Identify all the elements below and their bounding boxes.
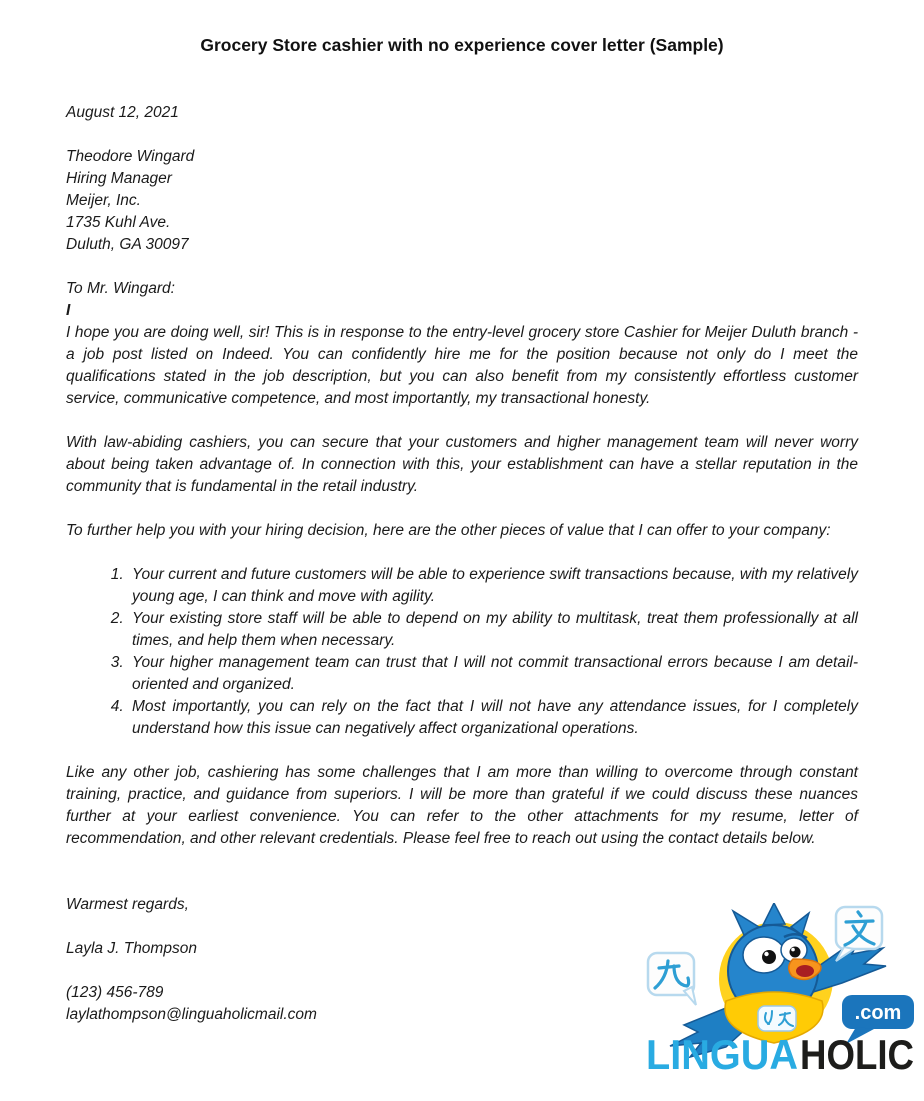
owl-pupil — [790, 947, 801, 958]
recipient-street: 1735 Kuhl Ave. — [66, 214, 171, 231]
email-address: laylathompson@linguaholicmail.com — [66, 1006, 317, 1023]
paragraph-closing: Like any other job, cashiering has some challenges that I am more than willing to overcome through constant training, practice, and guidance from superiors. I will be more than grateful if we could discuss these nuances further at your earliest convenience. You can refer to the other attachments for my resume, letter of recommendation, and other relevant credentials. Please feel free to reach out using the contact details below. — [66, 764, 858, 847]
recipient-address — [66, 146, 858, 256]
paragraph-intro: I hope you are doing well, sir! This is in response to the entry-level grocery store Cashier for Meijer Duluth branch - a job post listed on Indeed. You can confidently hire me for the position because not only do I meet the qualifications stated in the job description, but you can also benefit from my consistently effortless customer service, communicative competence, and most importantly, my transactional honesty. — [66, 324, 858, 407]
owl-pupil-glint — [791, 948, 795, 952]
document-title: Grocery Store cashier with no experience cover letter (Sample) — [200, 35, 724, 55]
recipient-role: Hiring Manager — [66, 170, 172, 187]
speech-bubble-left-icon — [648, 953, 696, 1005]
wordmark-holic: HOLIC — [800, 1031, 914, 1075]
value-list — [66, 564, 858, 740]
signature-name: Layla J. Thompson — [66, 940, 197, 957]
logo-wordmark — [646, 1031, 914, 1075]
paragraph-second: With law-abiding cashiers, you can secure that your customers and higher management team will never worry about being taken advantage of. In connection with this, your establishment can have a stellar reputation in the community that is fundamental in the retail industry. — [66, 434, 858, 495]
linguaholic-logo-graphic — [646, 903, 918, 1075]
recipient-name: Theodore Wingard — [66, 148, 195, 165]
signoff: Warmest regards, — [66, 896, 189, 913]
letter-date: August 12, 2021 — [66, 104, 179, 121]
list-item: 1. Your current and future customers will be able to experience swift transactions because, with my relatively young age, I can think and move with agility. — [128, 564, 858, 608]
com-label: .com — [854, 1002, 902, 1024]
shirt-patch — [758, 1006, 796, 1031]
owl-tuft — [763, 903, 785, 925]
phone-number: (123) 456-789 — [66, 984, 164, 1001]
text-cursor: I — [66, 302, 71, 319]
owl-pupil-glint — [764, 952, 768, 956]
recipient-company: Meijer, Inc. — [66, 192, 141, 209]
list-item: 4. Most importantly, you can rely on the fact that I will not have any attendance issues, for I completely understand how this issue can negatively affect organizational operations. — [128, 696, 858, 740]
owl-pupil — [762, 950, 776, 964]
salutation: To Mr. Wingard: — [66, 280, 175, 297]
list-item: 2. Your existing store staff will be able to depend on my ability to multitask, treat them professionally at all times, and help them when necessary. — [128, 608, 858, 652]
recipient-city: Duluth, GA 30097 — [66, 236, 189, 253]
paragraph-third: To further help you with your hiring decision, here are the other pieces of value that I can offer to your company: — [66, 522, 831, 539]
owl-mouth — [796, 965, 814, 977]
linguaholic-logo — [646, 903, 918, 1075]
wordmark-lingua: LINGUA — [646, 1031, 798, 1075]
list-item: 3. Your higher management team can trust that I will not commit transactional errors because I am detail-oriented and organized. — [128, 652, 858, 696]
